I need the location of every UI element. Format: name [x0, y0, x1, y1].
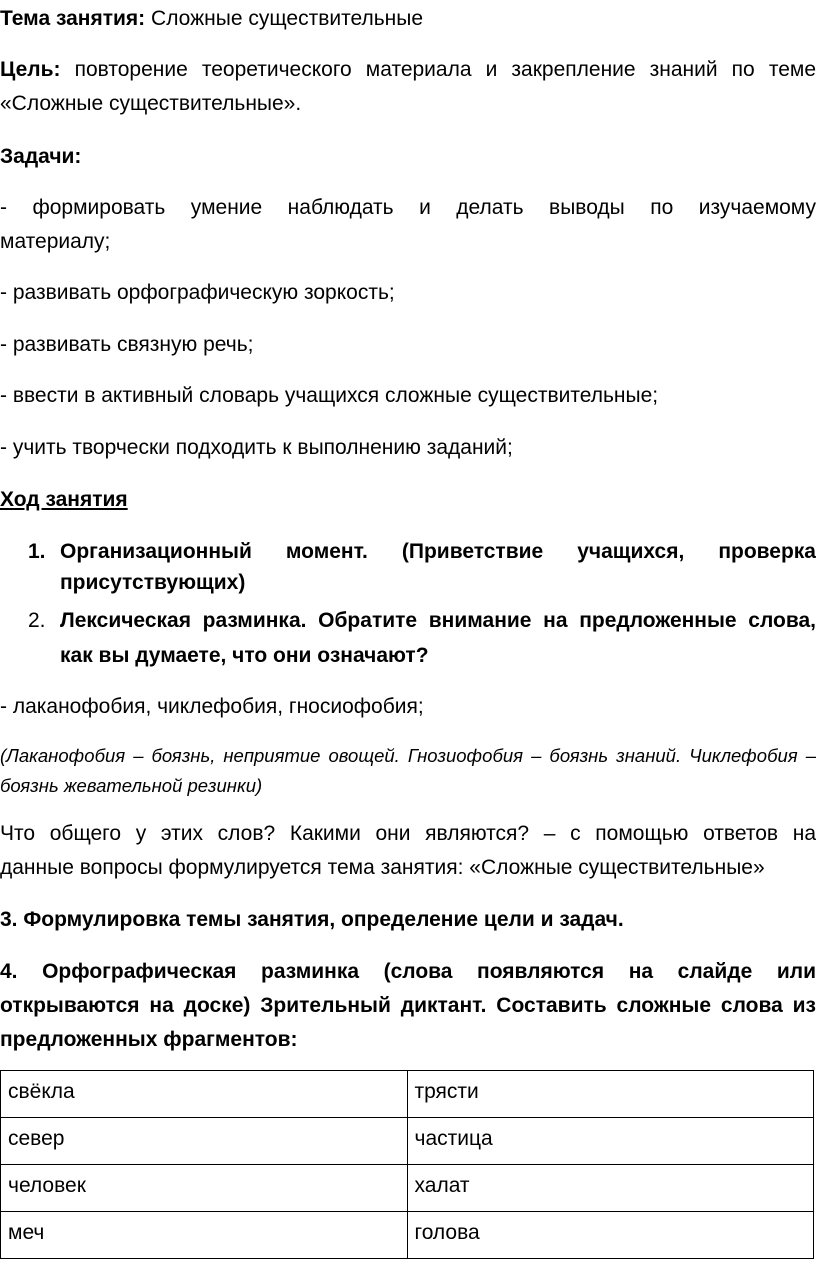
step-2-number: 2.	[28, 609, 46, 632]
table-cell: трясти	[407, 1071, 814, 1118]
table-cell: меч	[1, 1212, 408, 1259]
table-cell: частица	[407, 1118, 814, 1165]
step-2-line-2: как вы думаете, что они означают?	[60, 644, 429, 667]
step-1-line-1: Организационный момент. (Приветствие учащихся, проверка	[60, 540, 816, 563]
phobia-note-line-1: (Лаканофобия – боязнь, неприятие овощей. Гнозиофобия – боязнь знаний. Чиклефобия –	[0, 745, 816, 766]
step-1-number: 1.	[28, 540, 46, 563]
step-4-line-3: предложенных фрагментов:	[0, 1028, 298, 1051]
question-line-2: данные вопросы формулируется тема занятия: «Сложные существительные»	[0, 856, 765, 879]
table-row	[1, 1212, 814, 1259]
step-1-line-2: присутствующих)	[60, 571, 246, 594]
table-cell: свёкла	[1, 1071, 408, 1118]
table-cell: голова	[407, 1212, 814, 1259]
topic-line	[0, 2, 423, 36]
step-4-line-1: 4. Орфографическая разминка (слова появляются на слайде или	[0, 960, 816, 983]
step-2-line-1: Лексическая разминка. Обратите внимание на предложенные слова,	[60, 609, 816, 632]
table-cell: человек	[1, 1165, 408, 1212]
phobia-note-line-2: боязнь жевательной резинки)	[0, 775, 263, 796]
goal-label: Цель:	[0, 58, 61, 81]
table-row	[1, 1118, 814, 1165]
table-row	[1, 1071, 814, 1118]
step-4-line-2: открываются на доске) Зрительный диктант. Составить сложные слова из	[0, 994, 816, 1017]
lesson-heading: Ход занятия	[0, 488, 128, 511]
goal-text-1: повторение теоретического материала и закрепление знаний по теме	[60, 58, 816, 81]
task-item-3: - развивать связную речь;	[0, 333, 254, 356]
task-item-4: - ввести в активный словарь учащихся сложные существительные;	[0, 384, 659, 407]
goal-line-2: «Сложные существительные».	[0, 92, 302, 115]
step-3: 3. Формулировка темы занятия, определение цели и задач.	[0, 908, 624, 931]
task-item-1-line-1: - формировать умение наблюдать и делать выводы по изучаемому	[0, 196, 816, 219]
topic-label: Тема занятия:	[0, 7, 146, 30]
task-item-5: - учить творчески подходить к выполнению заданий;	[0, 436, 513, 459]
word-fragments-table	[0, 1070, 814, 1259]
topic-value: Сложные существительные	[145, 7, 424, 30]
question-line-1: Что общего у этих слов? Какими они являются? – с помощью ответов на	[0, 822, 816, 845]
table-cell: север	[1, 1118, 408, 1165]
task-item-2: - развивать орфографическую зоркость;	[0, 281, 395, 304]
task-item-1-line-2: материалу;	[0, 230, 111, 253]
table-cell: халат	[407, 1165, 814, 1212]
phobia-words: - лаканофобия, чиклефобия, гносиофобия;	[0, 695, 424, 718]
tasks-heading: Задачи:	[0, 145, 82, 168]
goal-line-1	[0, 53, 816, 87]
table-row	[1, 1165, 814, 1212]
